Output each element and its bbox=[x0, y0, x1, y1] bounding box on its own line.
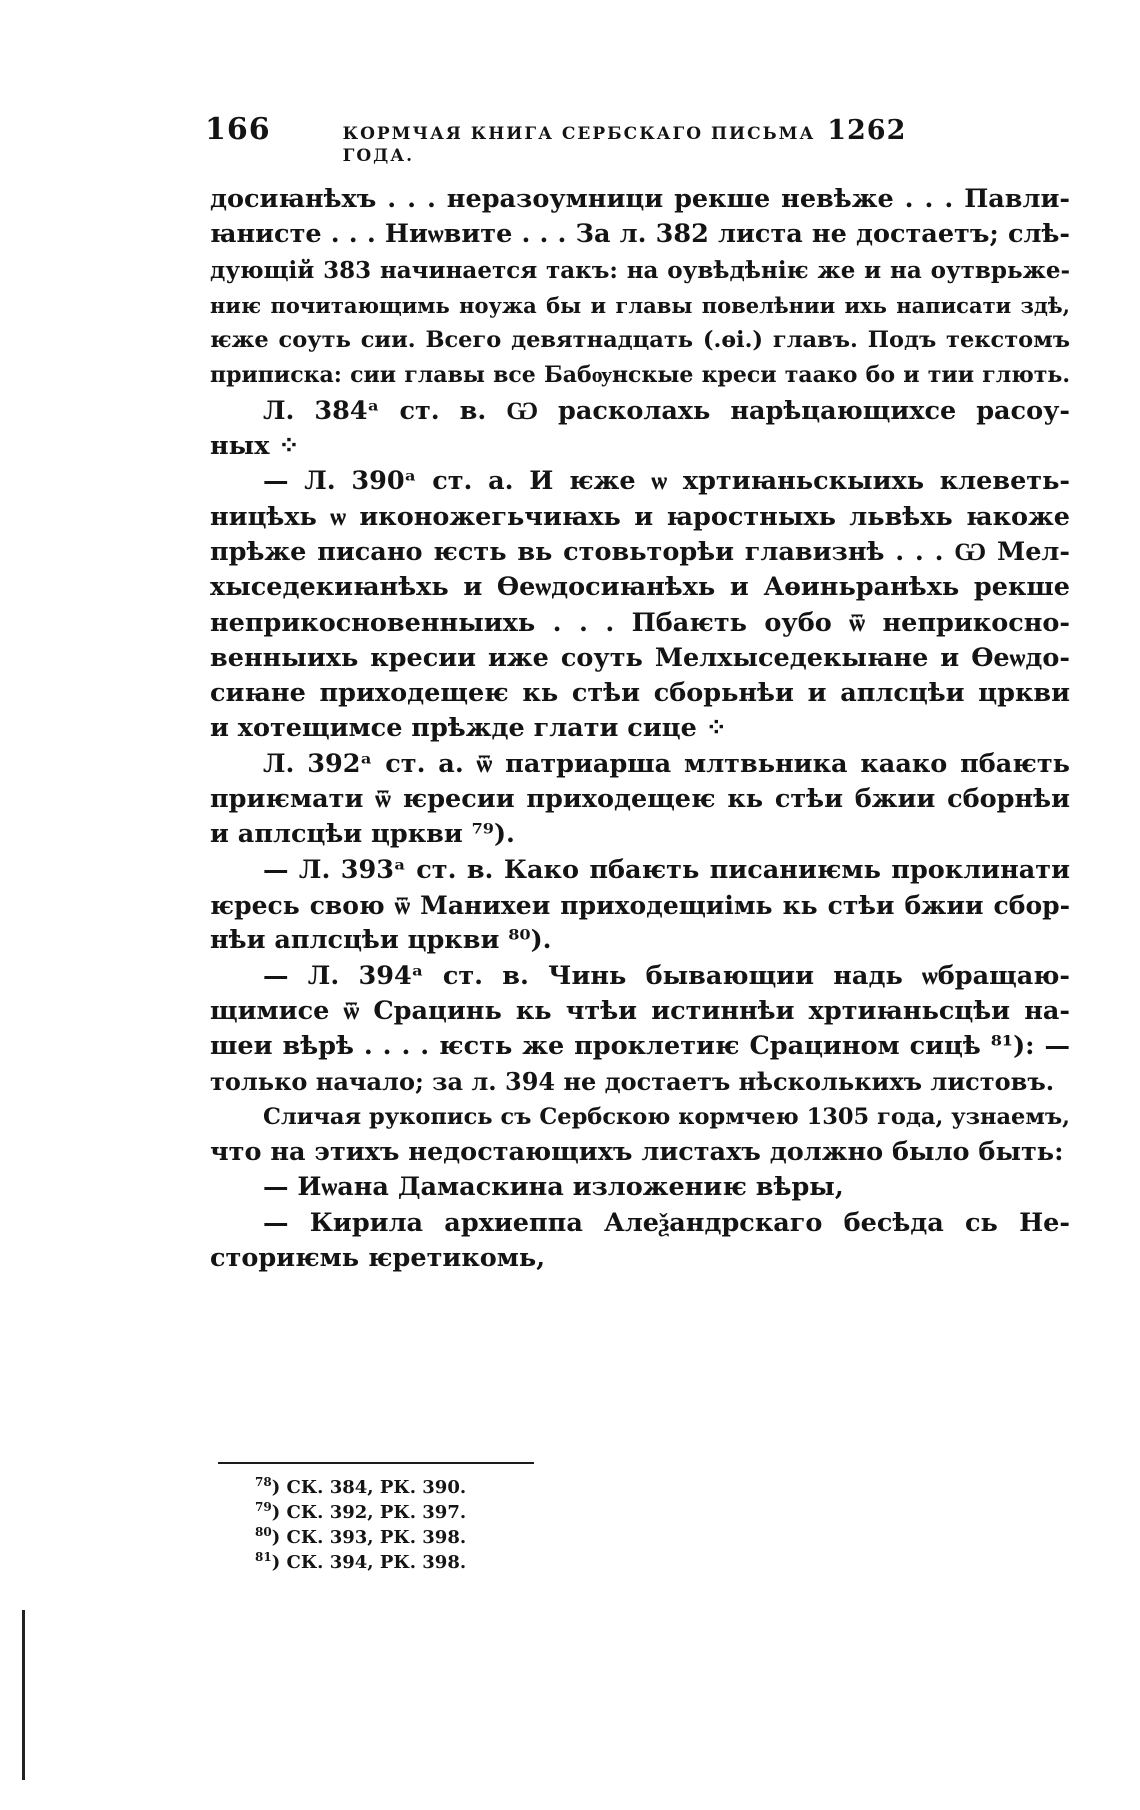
text-line: шеи вѣрѣ . . . . ѥсть же проклетиѥ Срацином сицѣ ⁸¹): — bbox=[210, 1031, 1070, 1062]
body-text bbox=[210, 182, 1070, 1276]
footnote bbox=[255, 1545, 655, 1573]
text-line: щимисе ѿ Срацинь кь чтѣи истиннѣи хртиꙗньсцѣи на- bbox=[210, 995, 1070, 1026]
footnotes bbox=[255, 1470, 655, 1573]
text-line: — Иѡана Дамаскина изложениѥ вѣры, bbox=[263, 1172, 844, 1203]
text-line: — Л. 393ᵃ ст. в. Како пбаѥть писаниѥмь проклинати bbox=[263, 854, 1070, 885]
text-line: нѣи аплсцѣи цркви ⁸⁰). bbox=[210, 925, 552, 956]
text-line: Л. 384ᵃ ст. в. Ѡ расколахь нарѣцающихсе расоу- bbox=[263, 395, 1070, 426]
text-line: ѥресь свою ѿ Манихеи приходещиімь кь стѣи бжии сбор- bbox=[210, 890, 1070, 920]
footnote bbox=[255, 1495, 655, 1523]
text-line: приѥмати ѿ ѥресии приходещеѥ кь стѣи бжии сборнѣи bbox=[210, 784, 1070, 815]
footnote bbox=[255, 1470, 655, 1498]
text-line: ных ⁘ bbox=[210, 431, 300, 462]
footnote-text: ) СК. 393, РК. 398. bbox=[271, 1527, 467, 1548]
running-title-year: 1262 bbox=[827, 115, 907, 146]
text-line: Сличая рукопись съ Сербскою кормчею 1305 года, узнаемъ, bbox=[263, 1103, 1070, 1130]
text-line: прѣже писано ѥсть вь стовьторѣи главизнѣ . . . Ѡ Мел- bbox=[210, 536, 1070, 567]
text-line: сториѥмь ѥретикомь, bbox=[210, 1242, 546, 1273]
text-line: досиꙗнѣхъ . . . неразоумници рекше невѣже . . . Павли- bbox=[210, 184, 1070, 214]
running-title-text: КОРМЧАЯ КНИГА СЕРБСКАГО ПИСЬМА bbox=[342, 124, 816, 144]
footnote-mark: 78 bbox=[255, 1475, 272, 1489]
text-line: сиꙗне приходещеѥ кь стѣи сборьнѣи и аплсцѣи цркви bbox=[210, 678, 1070, 709]
page-number: 166 bbox=[205, 112, 271, 147]
footnote bbox=[255, 1520, 655, 1548]
footnote-mark: 80 bbox=[255, 1525, 272, 1539]
text-line: ѥже соуть сии. Всего девятнадцать (.ѳі.) главъ. Подъ текстомъ bbox=[210, 327, 1070, 354]
text-line: Л. 392ᵃ ст. а. ѿ патриарша млтвьника каако пбаѥть bbox=[263, 748, 1070, 779]
text-line: неприкосновенныихь . . . Пбаѥть оубо ѿ неприкосно- bbox=[210, 607, 1070, 638]
text-line: венныихь кресии иже соуть Мелхыседекыꙗне и Ѳеѡдо- bbox=[210, 642, 1070, 673]
running-header bbox=[205, 112, 925, 166]
footnote-text: ) СК. 392, РК. 397. bbox=[271, 1502, 467, 1523]
text-line: — Л. 390ᵃ ст. а. И ѥже ѡ хртиꙗньскыихь клеветь- bbox=[263, 466, 1070, 497]
text-line: ницѣхь ѡ иконожегьчиꙗхь и ꙗростныхь львѣхь ꙗкоже bbox=[210, 501, 1070, 532]
footnote-text: ) СК. 394, РК. 398. bbox=[271, 1552, 467, 1573]
text-line: ниѥ почитающимь ноужа бы и главы повелѣнии ихь написати здѣ, bbox=[210, 292, 1070, 318]
footnote-divider bbox=[218, 1462, 534, 1464]
scan-margin-line bbox=[22, 1610, 25, 1780]
text-line: дующій 383 начинается такъ: на оувѣдѣніѥ же и на оутврьже- bbox=[210, 256, 1070, 284]
text-line: — Л. 394ᵃ ст. в. Чинь бывающии надь ѡбращаю- bbox=[263, 960, 1070, 991]
text-line: — Кирила архиеппа Алеѯандрскаго бесѣда сь Не- bbox=[263, 1207, 1070, 1238]
text-line: хыседекиꙗнѣхь и Ѳеѡдосиꙗнѣхь и Аѳиньранѣхь рекше bbox=[210, 572, 1070, 603]
running-title bbox=[343, 115, 925, 166]
text-line: и хотещимсе прѣжде глати сице ⁘ bbox=[210, 713, 728, 744]
text-line: ꙗнисте . . . Ниѡвите . . . За л. 382 листа не достаетъ; слѣ- bbox=[210, 219, 1070, 250]
footnote-mark: 81 bbox=[255, 1550, 272, 1564]
text-line: и аплсцѣи цркви ⁷⁹). bbox=[210, 819, 515, 850]
text-line: что на этихъ недостающихъ листахъ должно было быть: bbox=[210, 1137, 1064, 1168]
text-line: только начало; за л. 394 не достаетъ нѣсколькихъ листовъ. bbox=[210, 1067, 1055, 1097]
running-title-end: ГОДА. bbox=[342, 146, 415, 166]
footnote-text: ) СК. 384, РК. 390. bbox=[271, 1477, 467, 1498]
text-line: приписка: сии главы все Бабѹнскые креси таако бо и тии глють. bbox=[210, 362, 1070, 389]
footnote-mark: 79 bbox=[255, 1500, 272, 1514]
